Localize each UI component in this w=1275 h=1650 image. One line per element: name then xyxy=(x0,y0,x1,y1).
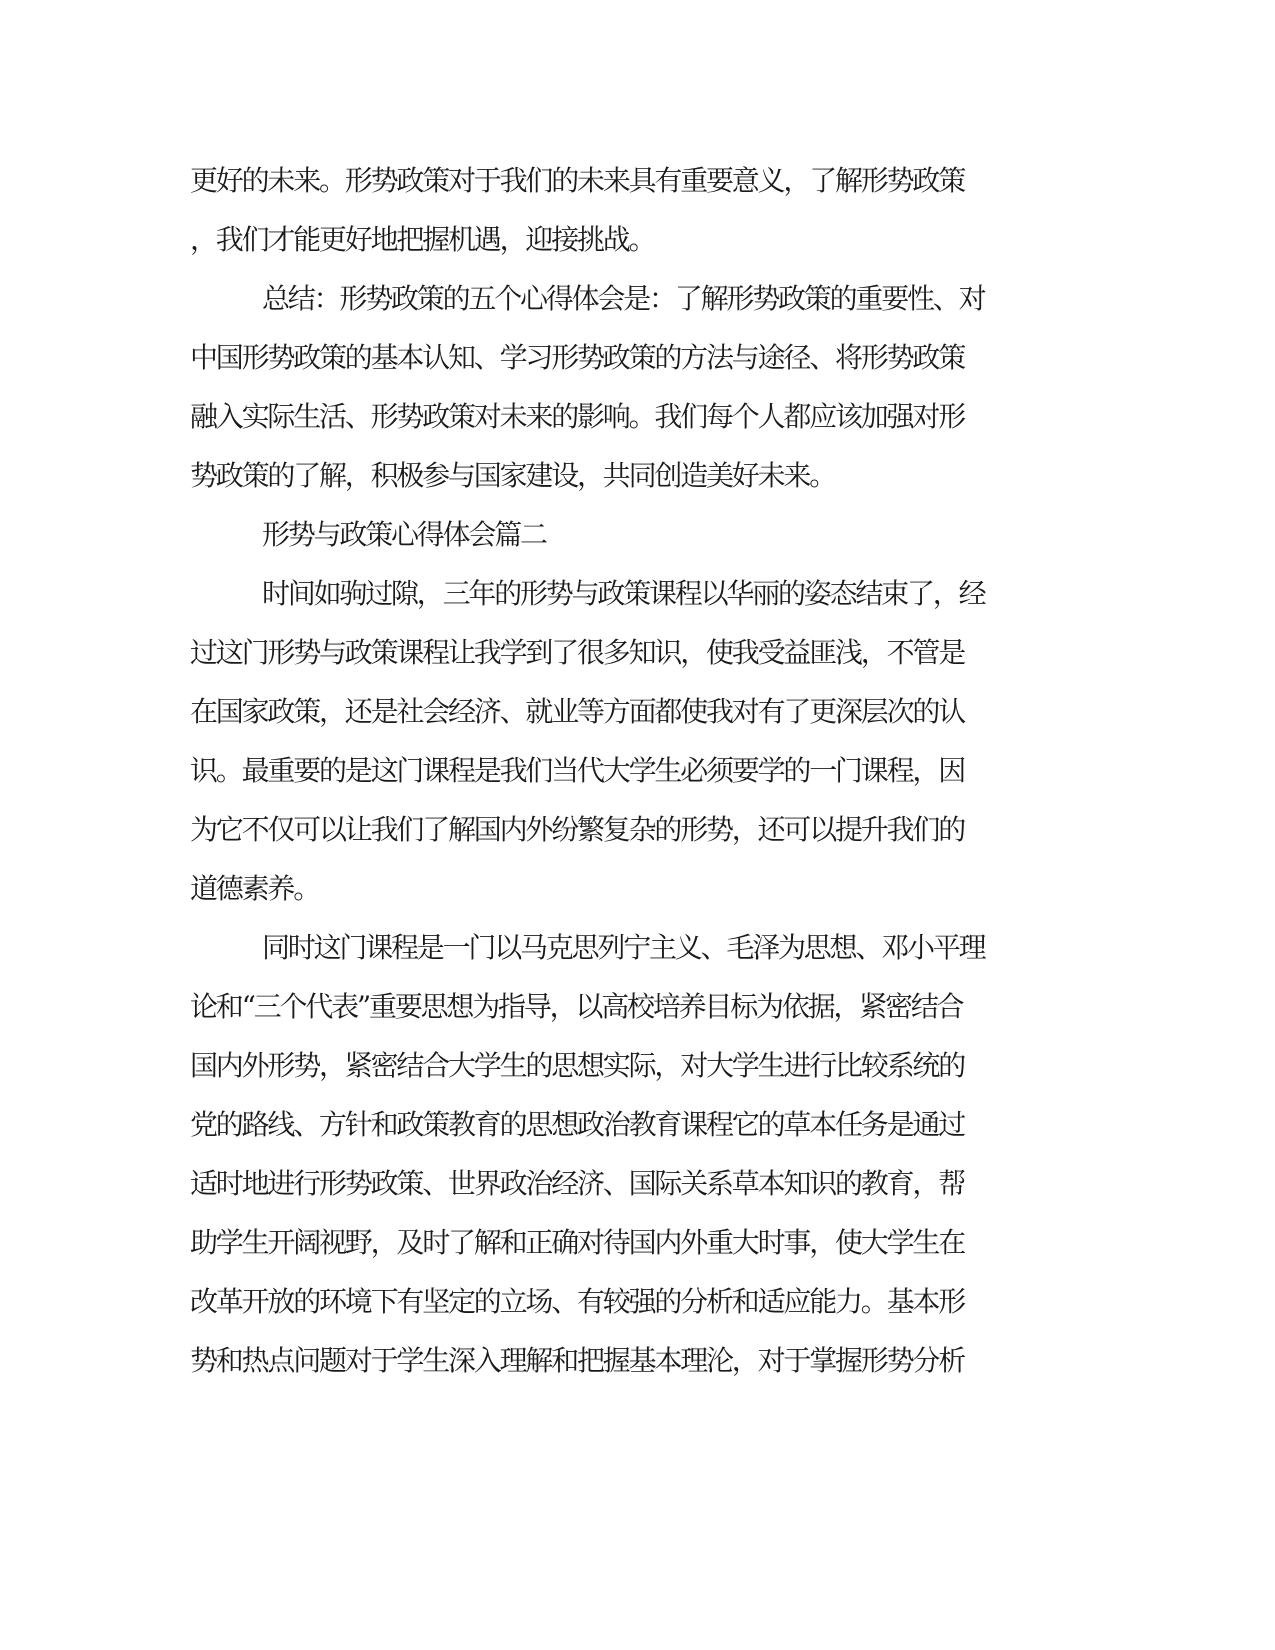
text-line: 识。最重要的是这门课程是我们当代大学生必须要学的一门课程，因 xyxy=(190,754,965,787)
text-line: 融入实际生活、形势政策对未来的影响。我们每个人都应该加强对形 xyxy=(190,400,965,433)
text-line: 党的路线、方针和政策教育的思想政治教育课程它的草本任务是通过 xyxy=(190,1108,965,1141)
text-line: 道德素养。 xyxy=(190,872,320,905)
paragraph-start-line: 时间如驹过隙，三年的形势与政策课程以华丽的姿态结束了，经 xyxy=(262,577,985,610)
text-line: 在国家政策，还是社会经济、就业等方面都使我对有了更深层次的认 xyxy=(190,695,965,728)
text-line: 论和“三个代表”重要思想为指导，以高校培养目标为依据，紧密结合 xyxy=(190,990,963,1023)
text-line: 适时地进行形势政策、世界政治经济、国际关系草本知识的教育，帮 xyxy=(190,1167,965,1200)
text-line: 中国形势政策的基本认知、学习形势政策的方法与途径、将形势政策 xyxy=(190,341,965,374)
text-line: 更好的未来。形势政策对于我们的未来具有重要意义，了解形势政策 xyxy=(190,164,965,197)
text-line: 国内外形势，紧密结合大学生的思想实际，对大学生进行比较系统的 xyxy=(190,1049,965,1082)
text-line: 改革开放的环境下有坚定的立场、有较强的分析和适应能力。基本形 xyxy=(190,1285,965,1318)
text-line: 势和热点问题对于学生深入理解和把握基本理沦，对于掌握形势分析 xyxy=(190,1344,965,1377)
text-line: 势政策的了解，积极参与国家建设，共同创造美好未来。 xyxy=(190,459,836,492)
paragraph-start-line: 总结：形势政策的五个心得体会是：了解形势政策的重要性、对 xyxy=(262,282,985,315)
text-line: ，我们才能更好地把握机遇，迎接挑战。 xyxy=(190,223,655,256)
paragraph-start-line: 同时这门课程是一门以马克思列宁主义、毛泽为思想、邓小平理 xyxy=(262,931,985,964)
section-heading: 形势与政策心得体会篇二 xyxy=(262,518,546,551)
text-line: 过这门形势与政策课程让我学到了很多知识，使我受益匪浅，不管是 xyxy=(190,636,965,669)
text-line: 为它不仅可以让我们了解国内外纷繁复杂的形势，还可以提升我们的 xyxy=(190,813,965,846)
text-line: 助学生开阔视野，及时了解和正确对待国内外重大时事，使大学生在 xyxy=(190,1226,965,1259)
